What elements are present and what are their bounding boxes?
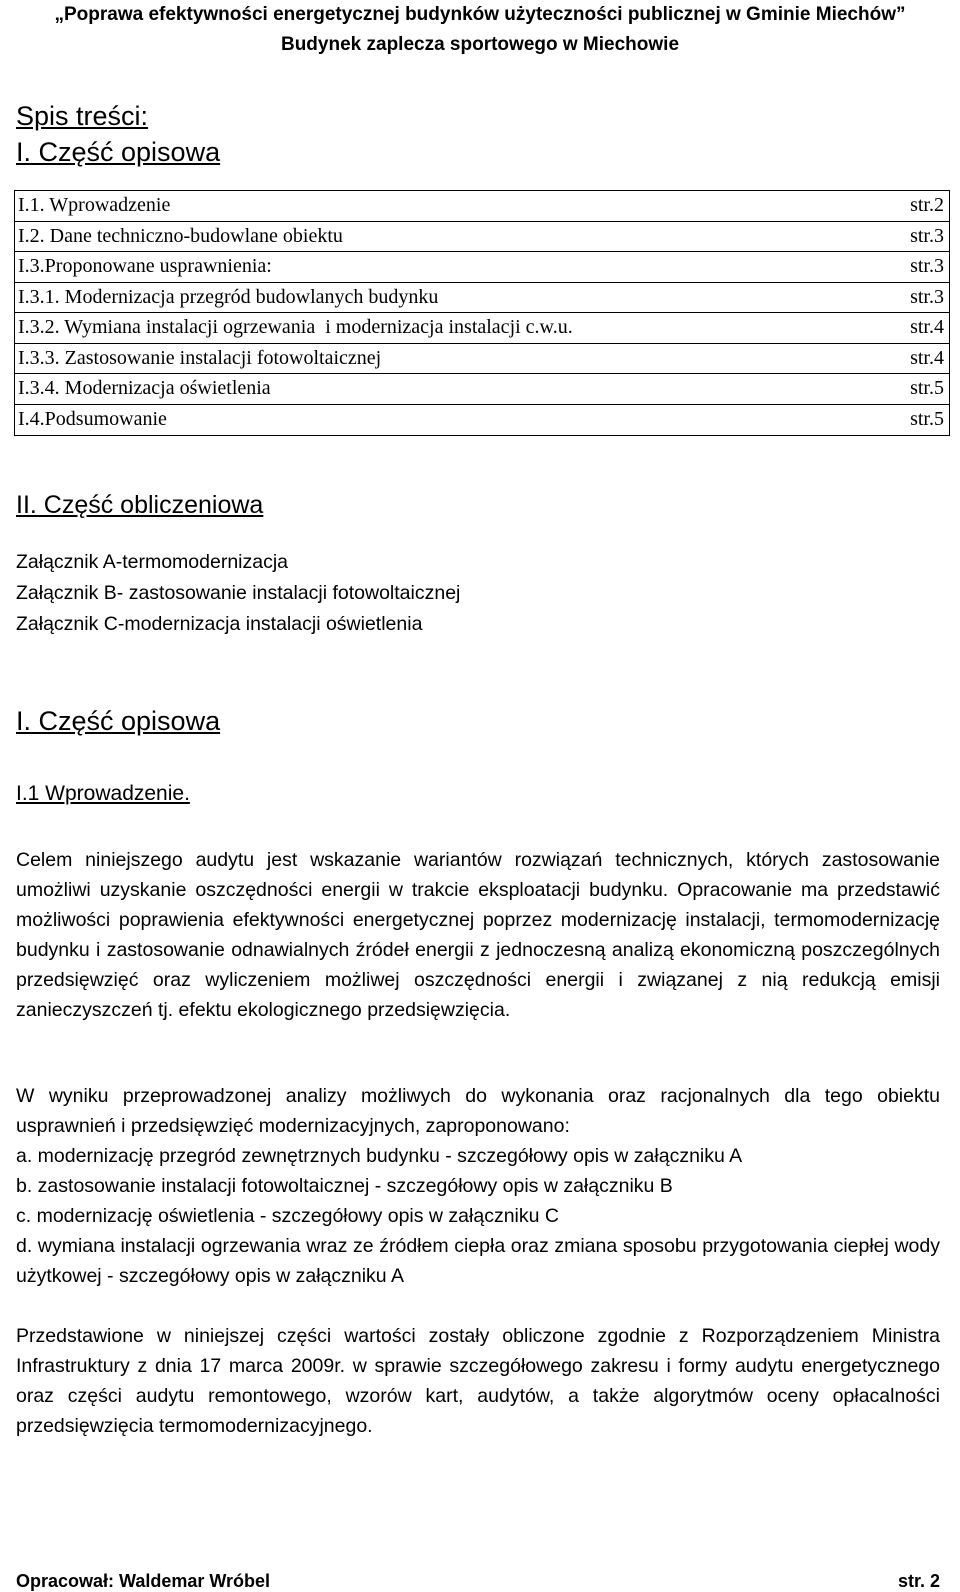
section-heading: I.1 Wprowadzenie. bbox=[16, 782, 190, 805]
toc-row bbox=[15, 252, 949, 283]
toc-row bbox=[15, 313, 949, 344]
toc-item-title: I.3.1. Modernizacja przegród budowlanych budynku bbox=[18, 285, 439, 308]
toc-item-title: I.1. Wprowadzenie bbox=[18, 194, 171, 217]
intro-paragraph bbox=[16, 845, 940, 1025]
toc-row bbox=[15, 191, 949, 222]
annex-item: Załącznik A-termomodernizacja bbox=[16, 551, 289, 573]
toc-item-title: I.3.2. Wymiana instalacji ogrzewania i modernizacja instalacji c.w.u. bbox=[18, 316, 573, 339]
paragraph-text: Celem niniejszego audytu jest wskazanie wariantów rozwiązań technicznych, których zastosowanie umożliwi uzyskanie oszczędności energii w trakcie eksploatacji budynku. Opracowanie ma przedstawić możliwości poprawienia efektywności energetycznej poprzez modernizację instalacji, termomodernizację budynku i zastosowanie odnawialnych źródeł energii z jednoczesną analizą ekonomiczną poszczególnych przedsięwzięć oraz wyliczeniem możliwej oszczędności energii i związanej z nią redukcją emisji zanieczyszczeń tj. efektu ekologicznego przedsięwzięcia. bbox=[16, 849, 940, 1021]
toc-heading: Spis treści: bbox=[16, 101, 149, 131]
document-header bbox=[0, 0, 960, 60]
proposal-item: d. wymiana instalacji ogrzewania wraz ze źródłem ciepła oraz zmiana sposobu przygotowania ciepłej wody użytkowej - szczegółowy opis w załączniku A bbox=[16, 1235, 940, 1287]
annex-list bbox=[16, 547, 460, 640]
toc-item-page: str.5 bbox=[910, 377, 944, 400]
annex-item: Załącznik B- zastosowanie instalacji fotowoltaicznej bbox=[16, 582, 461, 604]
toc-item-page: str.3 bbox=[910, 224, 944, 247]
project-title: „Poprawa efektywności energetycznej budynków użyteczności publicznej w Gminie Miechów” bbox=[54, 4, 906, 25]
proposal-item: a. modernizację przegród zewnętrznych budynku - szczegółowy opis w załączniku A bbox=[16, 1145, 743, 1167]
proposal-item: c. modernizację oświetlenia - szczegółowy opis w załączniku C bbox=[16, 1205, 559, 1227]
toc-subheading: I. Część opisowa bbox=[16, 137, 221, 167]
toc-row bbox=[15, 222, 949, 253]
toc-item-page: str.4 bbox=[910, 316, 944, 339]
toc-item-title: I.3.Proponowane usprawnienia: bbox=[18, 255, 272, 278]
page-footer bbox=[16, 1570, 940, 1592]
part2-heading: II. Część obliczeniowa bbox=[16, 491, 264, 519]
toc-item-page: str.4 bbox=[910, 346, 944, 369]
annex-item: Załącznik C-modernizacja instalacji oświetlenia bbox=[16, 613, 423, 635]
building-name: Budynek zaplecza sportowego w Miechowie bbox=[280, 34, 680, 55]
part1-heading: I. Część opisowa bbox=[16, 706, 221, 736]
toc-item-page: str.5 bbox=[910, 408, 944, 431]
toc-row bbox=[15, 344, 949, 375]
proposal-item: b. zastosowanie instalacji fotowoltaicznej - szczegółowy opis w załączniku B bbox=[16, 1175, 673, 1197]
paragraph-text: Przedstawione w niniejszej części wartości zostały obliczone zgodnie z Rozporządzeniem Ministra Infrastruktury z dnia 17 marca 2009r. w sprawie szczegółowego zakresu i formy audytu energetycznego oraz części audytu remontowego, wzorów kart, audytów, a także algorytmów oceny opłacalności przedsięwzięcia termomodernizacyjnego. bbox=[16, 1325, 940, 1437]
proposals-block bbox=[16, 1081, 940, 1291]
footer-page-number: str. 2 bbox=[897, 1571, 940, 1591]
toc-item-title: I.3.3. Zastosowanie instalacji fotowoltaicznej bbox=[18, 346, 382, 369]
toc-row bbox=[15, 283, 949, 314]
proposals-intro: W wyniku przeprowadzonej analizy możliwych do wykonania oraz racjonalnych dla tego obiektu usprawnień i przedsięwzięć modernizacyjnych, zaproponowano: bbox=[16, 1085, 940, 1137]
regulation-paragraph bbox=[16, 1321, 940, 1441]
toc-row bbox=[15, 405, 949, 436]
toc-item-title: I.2. Dane techniczno-budowlane obiektu bbox=[18, 224, 343, 247]
footer-author: Opracował: Waldemar Wróbel bbox=[16, 1571, 271, 1591]
toc-heading-block bbox=[16, 98, 220, 170]
toc-item-title: I.4.Podsumowanie bbox=[18, 408, 167, 431]
toc-item-page: str.3 bbox=[910, 255, 944, 278]
toc-item-title: I.3.4. Modernizacja oświetlenia bbox=[18, 377, 271, 400]
toc-row bbox=[15, 374, 949, 405]
toc-item-page: str.3 bbox=[910, 285, 944, 308]
toc-item-page: str.2 bbox=[910, 194, 944, 217]
toc-table bbox=[14, 190, 950, 436]
